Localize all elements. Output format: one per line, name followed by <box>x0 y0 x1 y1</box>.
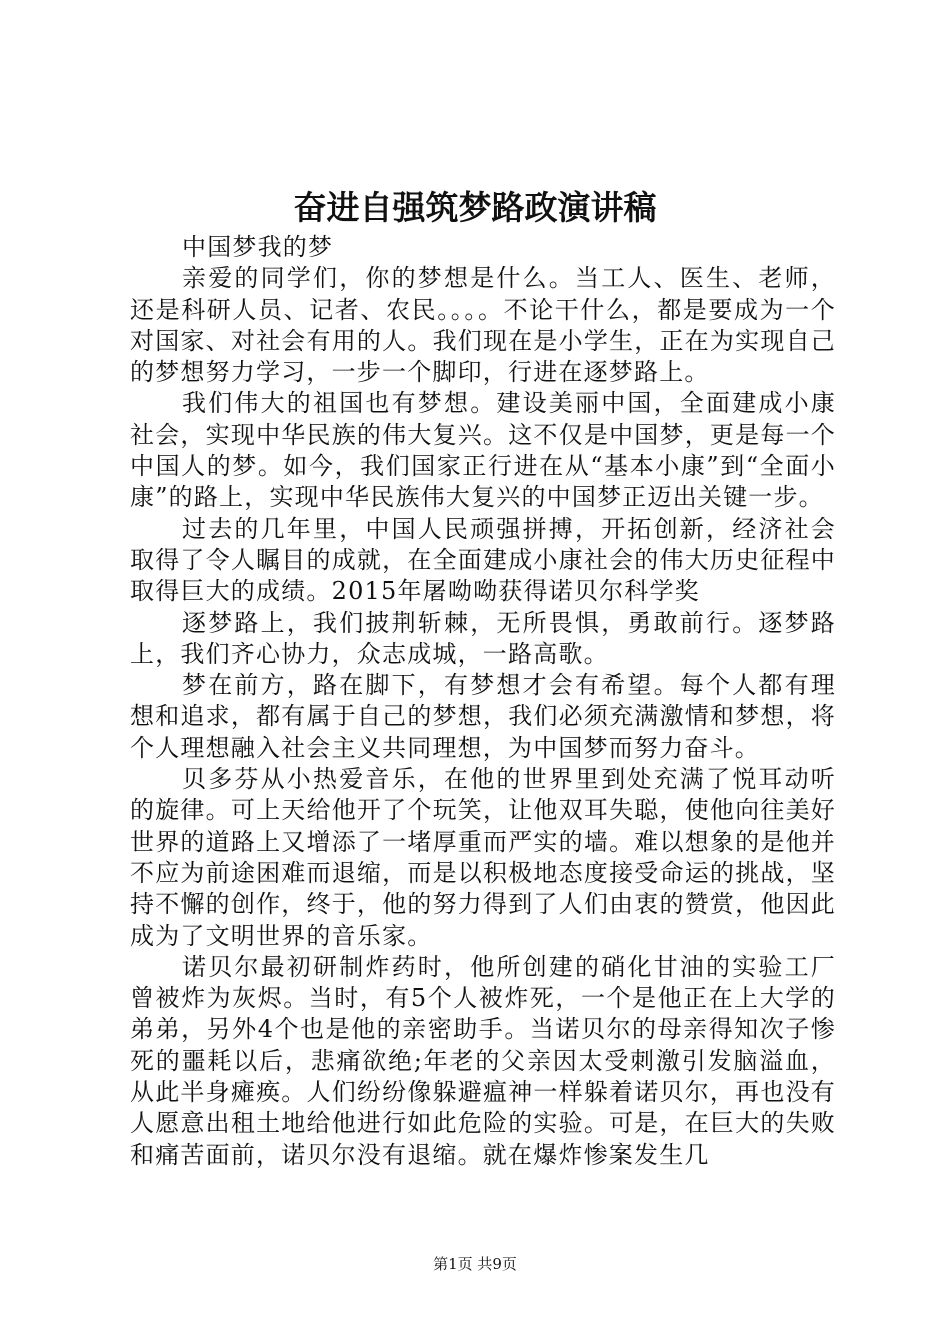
paragraph: 诺贝尔最初研制炸药时，他所创建的硝化甘油的实验工厂曾被炸为灰烬。当时，有5个人被炸死，一个是他正在上大学的弟弟，另外4个也是他的亲密助手。当诺贝尔的母亲得知次子惨死的噩耗以后，悲痛欲绝;年老的父亲因太受刺激引发脑溢血，从此半身瘫痪。人们纷纷像躲避瘟神一样躲着诺贝尔，再也没有人愿意出租土地给他进行如此危险的实验。可是，在巨大的失败和痛苦面前，诺贝尔没有退缩。就在爆炸惨案发生几 <box>130 952 836 1169</box>
paragraph: 我们伟大的祖国也有梦想。建设美丽中国，全面建成小康社会，实现中华民族的伟大复兴。这不仅是中国梦，更是每一个中国人的梦。如今，我们国家正行进在从“基本小康”到“全面小康”的路上，实现中华民族伟大复兴的中国梦正迈出关键一步。 <box>130 389 836 512</box>
paragraph: 亲爱的同学们，你的梦想是什么。当工人、医生、老师，还是科研人员、记者、农民。。。。不论干什么，都是要成为一个对国家、对社会有用的人。我们现在是小学生，正在为实现自己的梦想努力学习，一步一个脚印，行进在逐梦路上。 <box>130 264 836 387</box>
paragraph: 贝多芬从小热爱音乐，在他的世界里到处充满了悦耳动听的旋律。可上天给他开了个玩笑，让他双耳失聪，使他向往美好世界的道路上又增添了一堵厚重而严实的墙。难以想象的是他并不应为前途困难而退缩，而是以积极地态度接受命运的挑战，坚持不懈的创作，终于，他的努力得到了人们由衷的赞赏，他因此成为了文明世界的音乐家。 <box>130 765 836 950</box>
paragraph-subtitle: 中国梦我的梦 <box>182 233 334 261</box>
paragraph: 梦在前方，路在脚下，有梦想才会有希望。每个人都有理想和追求，都有属于自己的梦想，我们必须充满激情和梦想，将个人理想融入社会主义共同理想，为中国梦而努力奋斗。 <box>130 671 836 762</box>
paragraph: 逐梦路上，我们披荆斩棘，无所畏惧，勇敢前行。逐梦路上，我们齐心协力，众志成城，一路高歌。 <box>130 608 836 668</box>
document-body <box>130 232 836 1171</box>
page-number-footer: 第1页 共9页 <box>433 1255 517 1273</box>
document-title: 奋进自强筑梦路政演讲稿 <box>293 188 657 227</box>
paragraph: 过去的几年里，中国人民顽强拼搏，开拓创新，经济社会取得了令人瞩目的成就，在全面建成小康社会的伟大历史征程中取得巨大的成绩。2015年屠呦呦获得诺贝尔科学奖 <box>130 514 836 606</box>
